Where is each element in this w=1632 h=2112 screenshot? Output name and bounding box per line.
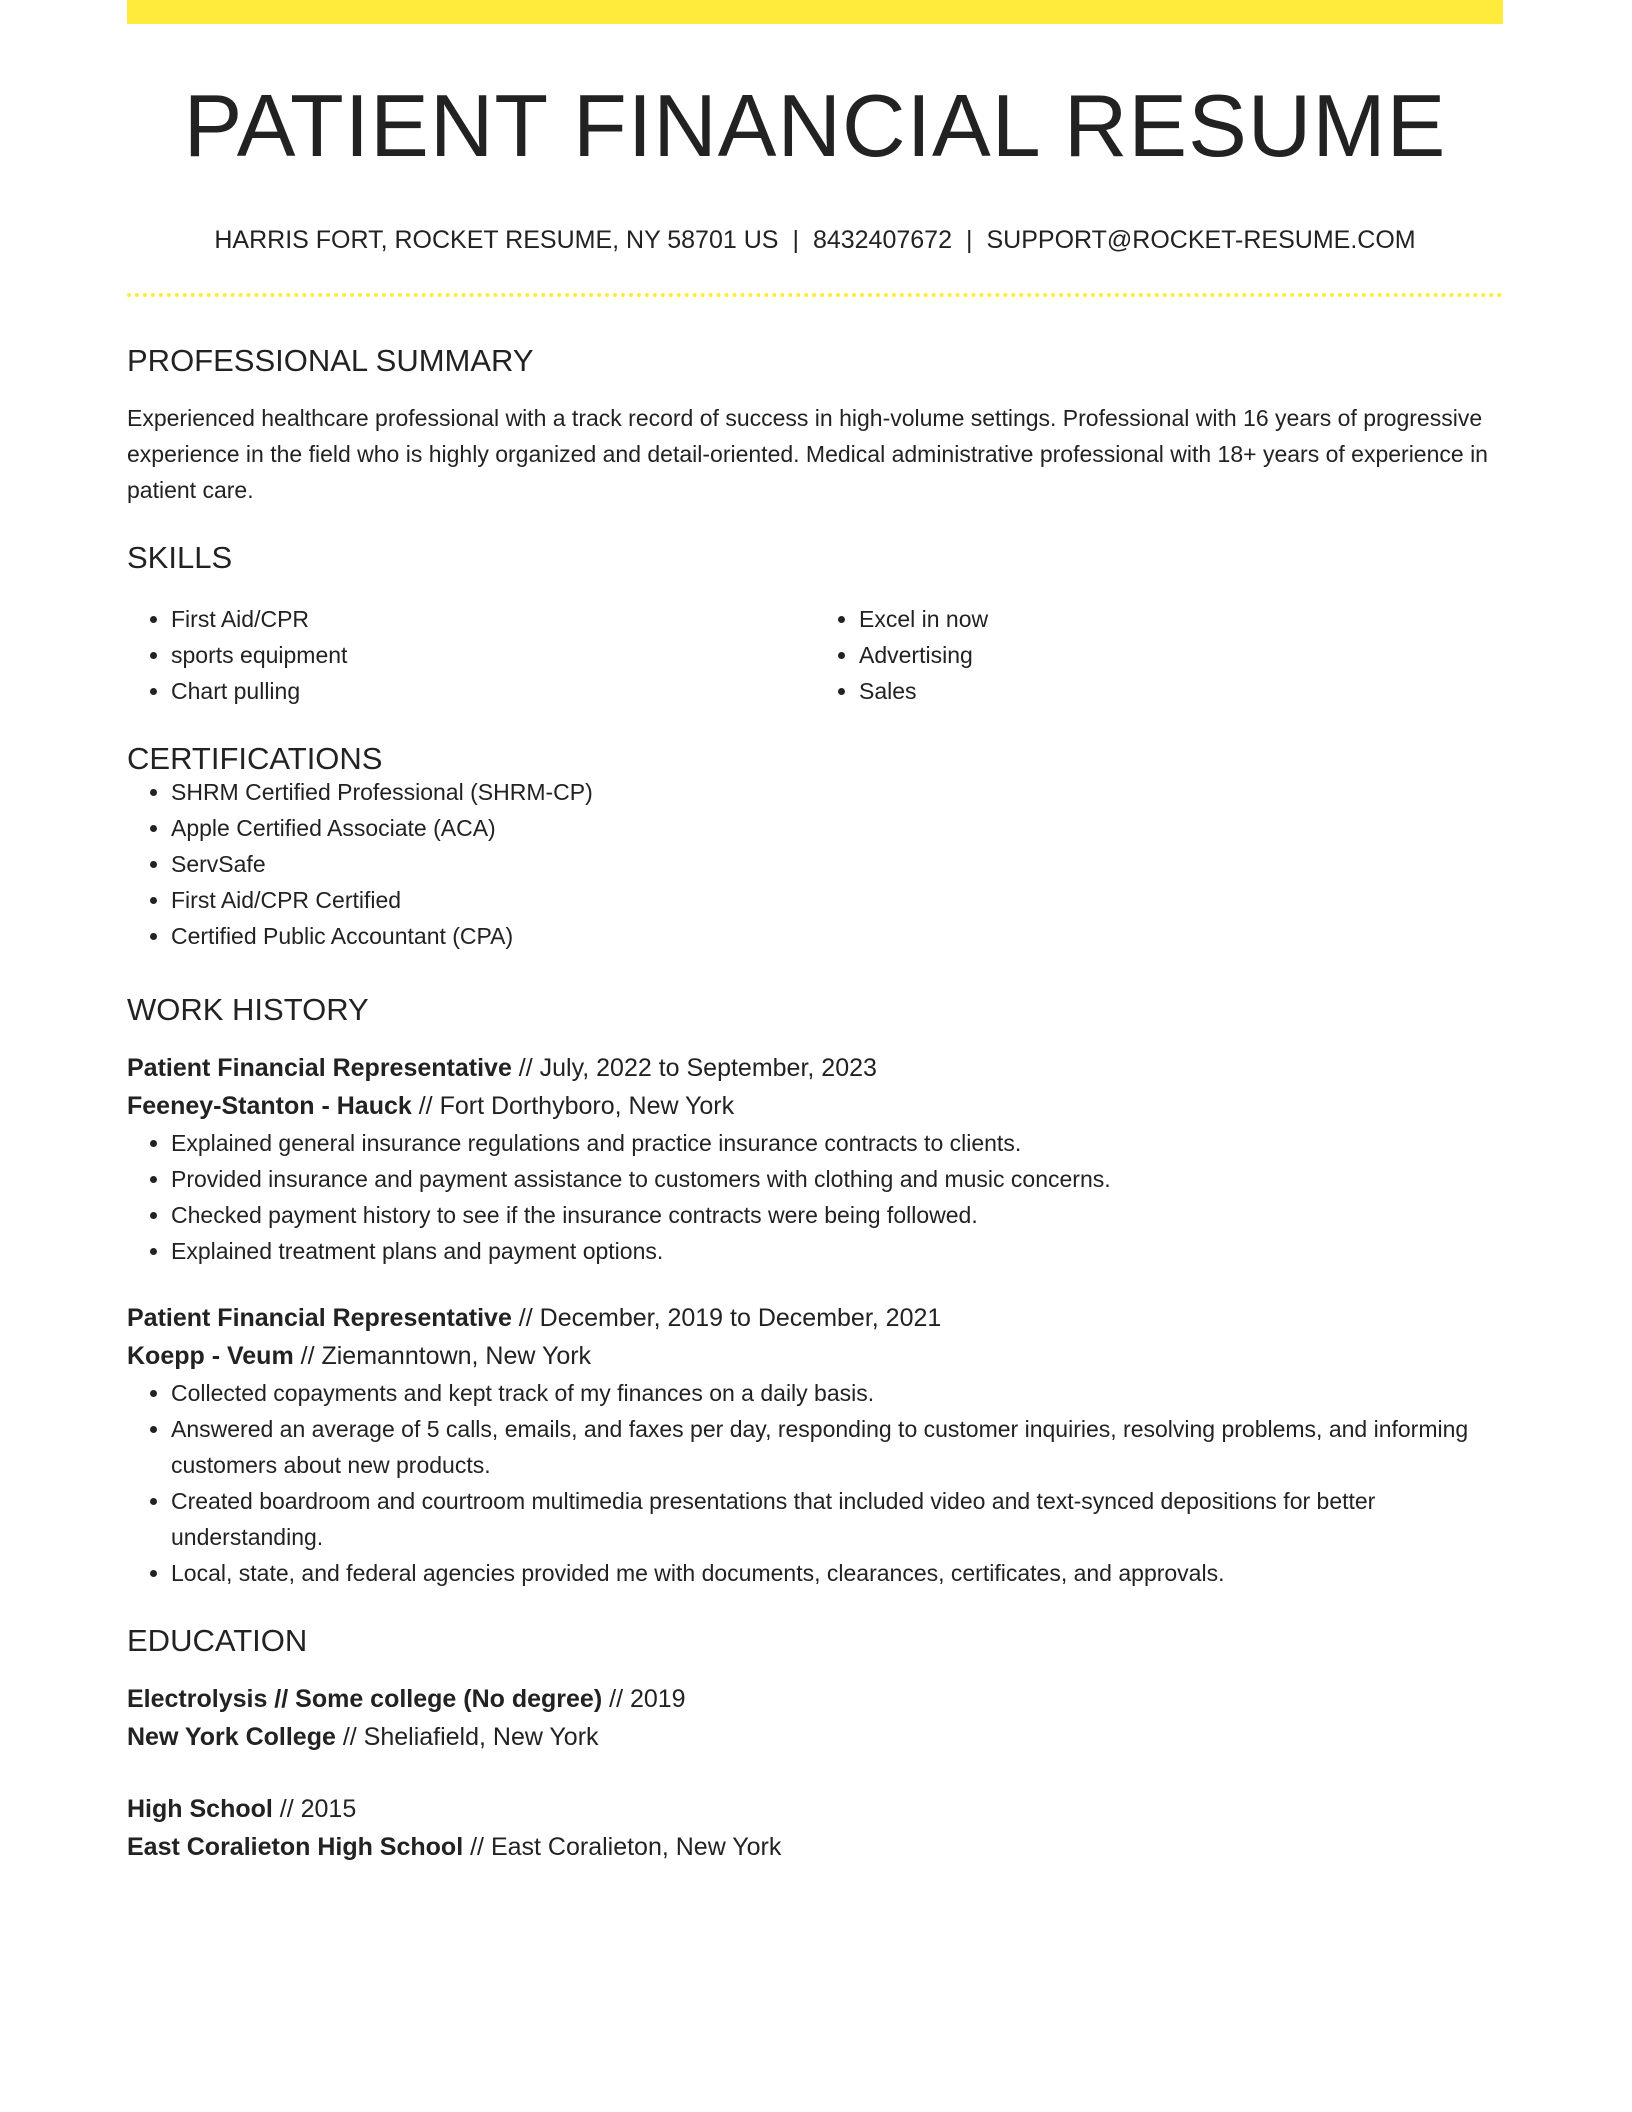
job-company-line (127, 1337, 1503, 1375)
duty-item: • Local, state, and federal agencies provided me with documents, clearances, certificates, and approvals. (171, 1555, 1503, 1591)
certification-item: • SHRM Certified Professional (SHRM-CP) (171, 774, 1503, 810)
duty-item: • Explained treatment plans and payment options. (171, 1233, 1503, 1269)
job-entry-2-header (127, 1299, 1503, 1375)
certifications-heading: CERTIFICATIONS (127, 741, 383, 776)
education-location: // Sheliafield, New York (335, 1723, 599, 1751)
job-company: Feeney-Stanton - Hauck (127, 1092, 412, 1120)
contact-address: HARRIS FORT, ROCKET RESUME, NY 58701 US (214, 226, 779, 254)
education-degree: Electrolysis // Some college (No degree) (127, 1685, 603, 1713)
skills-grid (127, 601, 1503, 709)
education-school-line (127, 1718, 1503, 1756)
contact-line (127, 228, 1503, 253)
job-dates: // July, 2022 to September, 2023 (511, 1054, 877, 1082)
education-degree-line (127, 1790, 1503, 1828)
certification-item: • ServSafe (171, 846, 1503, 882)
job-company-line (127, 1087, 1503, 1125)
education-entry-2 (127, 1790, 1503, 1866)
job-title: Patient Financial Representative (127, 1054, 512, 1082)
education-school: East Coralieton High School (127, 1833, 464, 1861)
job-title: Patient Financial Representative (127, 1304, 512, 1332)
duty-item: • Explained general insurance regulations and practice insurance contracts to clients. (171, 1125, 1503, 1161)
duty-item: • Checked payment history to see if the insurance contracts were being followed. (171, 1197, 1503, 1233)
education-school: New York College (127, 1723, 336, 1751)
skill-item: • sports equipment (171, 637, 815, 673)
contact-separator: | (965, 226, 973, 254)
job-company: Koepp - Veum (127, 1342, 294, 1370)
certification-item: • Certified Public Accountant (CPA) (171, 918, 1503, 954)
job-dates: // December, 2019 to December, 2021 (511, 1304, 942, 1332)
skill-item: • Chart pulling (171, 673, 815, 709)
work-history-heading: WORK HISTORY (127, 992, 369, 1027)
job-2-duties (127, 1375, 1503, 1591)
skill-item: • Advertising (859, 637, 1503, 673)
skill-item: • First Aid/CPR (171, 601, 815, 637)
certification-item: • First Aid/CPR Certified (171, 882, 1503, 918)
resume-page (127, 0, 1503, 1866)
skills-list-right (815, 601, 1503, 709)
summary-text: Experienced healthcare professional with a track record of success in high-volume settings. Professional with 16 years of progressive experience in the field who is highly organized and detail-oriented. Medical administrative professional with 18+ years of experience in patient care. (127, 405, 1488, 503)
job-location: // Fort Dorthyboro, New York (411, 1092, 735, 1120)
education-degree: High School (127, 1795, 273, 1823)
job-title-line (127, 1299, 1503, 1337)
job-location: // Ziemanntown, New York (293, 1342, 592, 1370)
skills-list-left (127, 601, 815, 709)
education-entry-1 (127, 1680, 1503, 1756)
certifications-list (127, 774, 1503, 954)
job-title-line (127, 1049, 1503, 1087)
contact-separator: | (792, 226, 799, 254)
job-1-duties (127, 1125, 1503, 1269)
education-degree-line (127, 1680, 1503, 1718)
education-school-line (127, 1828, 1503, 1866)
duty-item: • Created boardroom and courtroom multimedia presentations that included video and text-synced depositions for better understanding. (171, 1483, 1503, 1555)
certification-item: • Apple Certified Associate (ACA) (171, 810, 1503, 846)
contact-email: SUPPORT@ROCKET-RESUME.COM (986, 226, 1416, 254)
skills-heading: SKILLS (127, 540, 233, 575)
skill-item: • Excel in now (859, 601, 1503, 637)
duty-item: • Answered an average of 5 calls, emails, and faxes per day, responding to customer inquiries, resolving problems, and informing customers about new products. (171, 1411, 1503, 1483)
resume-title: PATIENT FINANCIAL RESUME (183, 76, 1447, 175)
contact-phone: 8432407672 (812, 226, 952, 254)
education-heading: EDUCATION (127, 1623, 308, 1658)
duty-item: • Provided insurance and payment assistance to customers with clothing and music concerns. (171, 1161, 1503, 1197)
education-year: // 2015 (272, 1795, 357, 1823)
summary-heading: PROFESSIONAL SUMMARY (127, 343, 534, 378)
job-entry-1-header (127, 1049, 1503, 1125)
dotted-divider (127, 293, 1503, 297)
education-year: // 2019 (602, 1685, 686, 1713)
duty-item: • Collected copayments and kept track of my finances on a daily basis. (171, 1375, 1503, 1411)
skill-item: • Sales (859, 673, 1503, 709)
education-location: // East Coralieton, New York (463, 1833, 782, 1861)
accent-top-bar (127, 0, 1503, 24)
